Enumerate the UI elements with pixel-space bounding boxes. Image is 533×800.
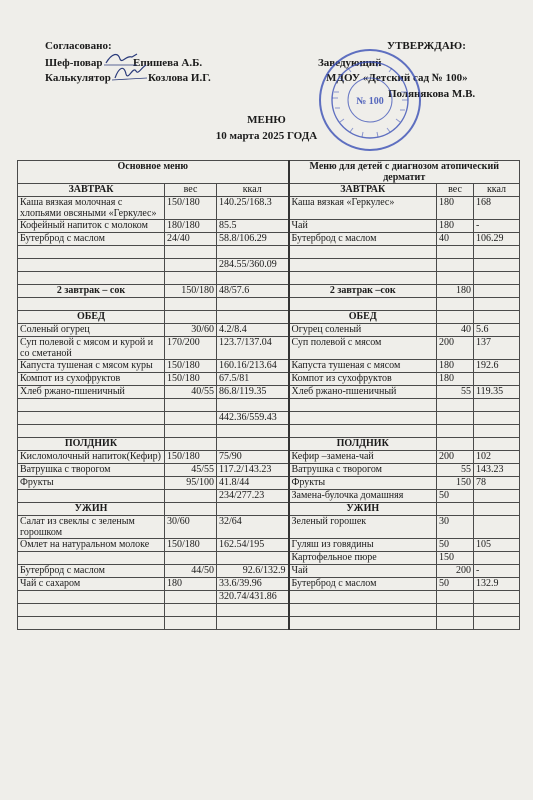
kcal-cell: 160.16/213.64	[217, 360, 289, 373]
weight-cell	[165, 591, 217, 604]
table-row	[18, 311, 520, 324]
diet-weight-cell: 150	[437, 477, 474, 490]
diet-dish-cell: ОБЕД	[289, 311, 437, 324]
diet-kcal-cell: ккал	[474, 184, 520, 197]
diet-dish-cell: ПОЛДНИК	[289, 438, 437, 451]
diet-kcal-cell	[474, 503, 520, 516]
weight-cell: 44/50	[165, 565, 217, 578]
weight-cell: 150/180	[165, 360, 217, 373]
dish-cell	[18, 412, 165, 425]
head-name: Полянякова М.В.	[388, 88, 476, 100]
diet-weight-cell	[437, 399, 474, 412]
weight-cell: 150/180	[165, 373, 217, 386]
diet-kcal-cell: -	[474, 565, 520, 578]
diet-weight-cell	[437, 604, 474, 617]
dish-cell: Салат из свеклы с зеленым горошком	[18, 516, 165, 539]
menu-table	[17, 160, 520, 630]
table-row	[18, 298, 520, 311]
kcal-cell	[217, 399, 289, 412]
kcal-cell	[217, 552, 289, 565]
diet-dish-cell	[289, 259, 437, 272]
kcal-cell: 117.2/143.23	[217, 464, 289, 477]
menu-date: 10 марта 2025 ГОДА	[215, 130, 318, 142]
diet-dish-cell: ЗАВТРАК	[289, 184, 437, 197]
kcal-cell: 75/90	[217, 451, 289, 464]
kcal-cell: 140.25/168.3	[217, 197, 289, 220]
weight-cell	[165, 503, 217, 516]
dish-cell: Компот из сухофруктов	[18, 373, 165, 386]
table-row	[18, 373, 520, 386]
diet-weight-cell	[437, 259, 474, 272]
head-title: Заведующий	[318, 57, 382, 69]
diet-weight-cell	[437, 272, 474, 285]
diet-dish-cell: Огурец соленый	[289, 324, 437, 337]
weight-cell	[165, 490, 217, 503]
diet-weight-cell: 50	[437, 490, 474, 503]
table-row	[18, 464, 520, 477]
diet-weight-cell: 180	[437, 197, 474, 220]
dish-cell: Кофейный напиток с молоком	[18, 220, 165, 233]
dish-cell: Бутерброд с маслом	[18, 233, 165, 246]
diet-dish-cell	[289, 246, 437, 259]
kcal-cell: 284.55/360.09	[217, 259, 289, 272]
dish-cell	[18, 272, 165, 285]
diet-weight-cell: 40	[437, 324, 474, 337]
kcal-cell	[217, 246, 289, 259]
weight-cell: 180/180	[165, 220, 217, 233]
diet-kcal-cell	[474, 438, 520, 451]
dish-cell	[18, 259, 165, 272]
weight-cell: 40/55	[165, 386, 217, 399]
diet-kcal-cell: 137	[474, 337, 520, 360]
diet-kcal-cell: 192.6	[474, 360, 520, 373]
stamp-number: № 100	[356, 96, 384, 107]
dish-cell: Чай с сахаром	[18, 578, 165, 591]
weight-cell	[165, 425, 217, 438]
weight-cell: 45/55	[165, 464, 217, 477]
table-row	[18, 552, 520, 565]
kcal-cell	[217, 503, 289, 516]
diet-kcal-cell	[474, 591, 520, 604]
weight-cell: 180	[165, 578, 217, 591]
diet-dish-cell: Бутерброд с маслом	[289, 578, 437, 591]
table-row	[18, 617, 520, 630]
dish-cell	[18, 552, 165, 565]
kcal-cell: 58.8/106.29	[217, 233, 289, 246]
diet-kcal-cell	[474, 617, 520, 630]
diet-weight-cell: 50	[437, 578, 474, 591]
diet-kcal-cell	[474, 373, 520, 386]
table-row	[18, 233, 520, 246]
diet-kcal-cell	[474, 425, 520, 438]
weight-cell: 170/200	[165, 337, 217, 360]
weight-cell	[165, 552, 217, 565]
table-row	[18, 604, 520, 617]
diet-weight-cell	[437, 591, 474, 604]
diet-dish-cell: Ватрушка с творогом	[289, 464, 437, 477]
diet-kcal-cell	[474, 516, 520, 539]
weight-cell	[165, 246, 217, 259]
diet-dish-cell: Суп полевой с мясом	[289, 337, 437, 360]
diet-kcal-cell	[474, 246, 520, 259]
calc-name: Козлова И.Г.	[148, 72, 211, 84]
diet-kcal-cell: -	[474, 220, 520, 233]
kcal-cell: 162.54/195	[217, 539, 289, 552]
diet-weight-cell: 200	[437, 451, 474, 464]
menu-title: МЕНЮ	[247, 114, 286, 126]
weight-cell: 30/60	[165, 516, 217, 539]
table-row	[18, 438, 520, 451]
diet-dish-cell: Чай	[289, 220, 437, 233]
weight-cell	[165, 617, 217, 630]
diet-weight-cell	[437, 503, 474, 516]
weight-cell	[165, 272, 217, 285]
weight-cell: 150/180	[165, 197, 217, 220]
diet-weight-cell: 150	[437, 552, 474, 565]
diet-dish-cell: 2 завтрак –сок	[289, 285, 437, 298]
dish-cell	[18, 246, 165, 259]
diet-kcal-cell	[474, 552, 520, 565]
weight-cell: 150/180	[165, 451, 217, 464]
table-row	[18, 477, 520, 490]
kcal-cell	[217, 438, 289, 451]
diet-dish-cell	[289, 591, 437, 604]
diet-dish-cell	[289, 617, 437, 630]
diet-weight-cell: 180	[437, 285, 474, 298]
kcal-cell: 67.5/81	[217, 373, 289, 386]
dish-cell: Капуста тушеная с мясом куры	[18, 360, 165, 373]
diet-kcal-cell	[474, 285, 520, 298]
diet-weight-cell: 50	[437, 539, 474, 552]
table-row	[18, 197, 520, 220]
kcal-cell: 33.6/39.96	[217, 578, 289, 591]
diet-kcal-cell: 102	[474, 451, 520, 464]
kcal-cell	[217, 425, 289, 438]
weight-cell: вес	[165, 184, 217, 197]
diet-kcal-cell: 78	[474, 477, 520, 490]
diet-dish-cell: Компот из сухофруктов	[289, 373, 437, 386]
diet-kcal-cell: 119.35	[474, 386, 520, 399]
diet-kcal-cell	[474, 604, 520, 617]
kcal-cell	[217, 311, 289, 324]
table-row	[18, 285, 520, 298]
diet-dish-cell: Картофельное пюре	[289, 552, 437, 565]
weight-cell	[165, 298, 217, 311]
agreed-label: Согласовано:	[45, 40, 112, 52]
dish-cell: Соленый огурец	[18, 324, 165, 337]
diet-weight-cell: 40	[437, 233, 474, 246]
dish-cell: Фрукты	[18, 477, 165, 490]
table-row	[18, 399, 520, 412]
diet-dish-cell	[289, 298, 437, 311]
diet-dish-cell: Бутерброд с маслом	[289, 233, 437, 246]
diet-dish-cell: Каша вязкая «Геркулес»	[289, 197, 437, 220]
dish-cell: Омлет на натуральном молоке	[18, 539, 165, 552]
weight-cell	[165, 259, 217, 272]
diet-kcal-cell: 143.23	[474, 464, 520, 477]
kcal-cell: 48/57.6	[217, 285, 289, 298]
diet-menu-header: Меню для детей с диагнозом атопический дерматит	[289, 161, 520, 184]
kcal-cell: 85.5	[217, 220, 289, 233]
diet-weight-cell	[437, 438, 474, 451]
table-row	[18, 565, 520, 578]
dish-cell: ПОЛДНИК	[18, 438, 165, 451]
dish-cell	[18, 298, 165, 311]
table-row	[18, 516, 520, 539]
weight-cell: 24/40	[165, 233, 217, 246]
diet-dish-cell	[289, 272, 437, 285]
table-row	[18, 246, 520, 259]
table-row	[18, 324, 520, 337]
dish-cell	[18, 591, 165, 604]
kcal-cell: 4.2/8.4	[217, 324, 289, 337]
weight-cell	[165, 438, 217, 451]
approve-label: УТВЕРЖДАЮ:	[387, 40, 466, 52]
diet-dish-cell	[289, 604, 437, 617]
weight-cell	[165, 311, 217, 324]
diet-kcal-cell	[474, 399, 520, 412]
weight-cell	[165, 604, 217, 617]
diet-dish-cell: Чай	[289, 565, 437, 578]
dish-cell: Ватрушка с творогом	[18, 464, 165, 477]
diet-dish-cell: УЖИН	[289, 503, 437, 516]
diet-dish-cell: Капуста тушеная с мясом	[289, 360, 437, 373]
table-row	[18, 412, 520, 425]
table-row	[18, 220, 520, 233]
dish-cell: Кисломолочный напиток(Кефир)	[18, 451, 165, 464]
diet-kcal-cell	[474, 272, 520, 285]
table-row	[18, 578, 520, 591]
weight-cell: 150/180	[165, 539, 217, 552]
table-row	[18, 490, 520, 503]
diet-kcal-cell	[474, 259, 520, 272]
dish-cell: ОБЕД	[18, 311, 165, 324]
kcal-cell: 86.8/119.35	[217, 386, 289, 399]
dish-cell: Хлеб ржано-пшеничный	[18, 386, 165, 399]
table-row	[18, 184, 520, 197]
kcal-cell: 32/64	[217, 516, 289, 539]
diet-weight-cell	[437, 425, 474, 438]
diet-kcal-cell: 132.9	[474, 578, 520, 591]
table-row	[18, 539, 520, 552]
diet-dish-cell: Гуляш из говядины	[289, 539, 437, 552]
diet-weight-cell	[437, 617, 474, 630]
kcal-cell: 92.6/132.9	[217, 565, 289, 578]
diet-kcal-cell	[474, 412, 520, 425]
diet-kcal-cell: 105	[474, 539, 520, 552]
diet-weight-cell: вес	[437, 184, 474, 197]
diet-dish-cell: Хлеб ржано-пшеничный	[289, 386, 437, 399]
diet-weight-cell: 180	[437, 373, 474, 386]
dish-cell: Суп полевой с мясом и курой и со сметаной	[18, 337, 165, 360]
weight-cell	[165, 412, 217, 425]
diet-weight-cell	[437, 311, 474, 324]
dish-cell	[18, 425, 165, 438]
diet-dish-cell: Зеленый горошек	[289, 516, 437, 539]
main-menu-header: Основное меню	[18, 161, 289, 184]
kcal-cell	[217, 298, 289, 311]
kcal-cell: 234/277.23	[217, 490, 289, 503]
diet-weight-cell	[437, 246, 474, 259]
table-row	[18, 591, 520, 604]
kcal-cell	[217, 272, 289, 285]
kcal-cell: 442.36/559.43	[217, 412, 289, 425]
dish-cell: ЗАВТРАК	[18, 184, 165, 197]
chef-name: Епишева А.Б.	[133, 57, 203, 69]
kcal-cell	[217, 604, 289, 617]
weight-cell: 95/100	[165, 477, 217, 490]
weight-cell: 150/180	[165, 285, 217, 298]
diet-weight-cell: 55	[437, 464, 474, 477]
dish-cell: Каша вязкая молочная с хлопьями овсяными «Геркулес»	[18, 197, 165, 220]
table-row	[18, 503, 520, 516]
table-row	[18, 337, 520, 360]
weight-cell	[165, 399, 217, 412]
diet-dish-cell	[289, 425, 437, 438]
chef-label: Шеф-повар	[45, 57, 103, 69]
dish-cell: 2 завтрак – сок	[18, 285, 165, 298]
dish-cell	[18, 399, 165, 412]
table-row	[18, 386, 520, 399]
diet-weight-cell: 180	[437, 360, 474, 373]
org-name: МДОУ «Детский сад № 100»	[326, 72, 468, 84]
diet-kcal-cell	[474, 490, 520, 503]
diet-kcal-cell	[474, 298, 520, 311]
table-row	[18, 272, 520, 285]
diet-kcal-cell: 168	[474, 197, 520, 220]
calc-signature	[112, 62, 148, 84]
kcal-cell	[217, 617, 289, 630]
dish-cell	[18, 604, 165, 617]
diet-weight-cell: 200	[437, 565, 474, 578]
kcal-cell: ккал	[217, 184, 289, 197]
diet-weight-cell	[437, 298, 474, 311]
diet-weight-cell: 200	[437, 337, 474, 360]
diet-kcal-cell: 5.6	[474, 324, 520, 337]
kcal-cell: 123.7/137.04	[217, 337, 289, 360]
dish-cell: УЖИН	[18, 503, 165, 516]
dish-cell: Бутерброд с маслом	[18, 565, 165, 578]
diet-dish-cell: Фрукты	[289, 477, 437, 490]
dish-cell	[18, 617, 165, 630]
diet-dish-cell: Кефир –замена-чай	[289, 451, 437, 464]
diet-weight-cell	[437, 412, 474, 425]
diet-kcal-cell: 106.29	[474, 233, 520, 246]
table-row	[18, 259, 520, 272]
table-row	[18, 451, 520, 464]
dish-cell	[18, 490, 165, 503]
diet-dish-cell: Замена-булочка домашняя	[289, 490, 437, 503]
diet-weight-cell: 180	[437, 220, 474, 233]
table-row	[18, 360, 520, 373]
table-row	[18, 425, 520, 438]
diet-weight-cell: 30	[437, 516, 474, 539]
diet-dish-cell	[289, 399, 437, 412]
diet-dish-cell	[289, 412, 437, 425]
diet-kcal-cell	[474, 311, 520, 324]
kcal-cell: 320.74/431.86	[217, 591, 289, 604]
weight-cell: 30/60	[165, 324, 217, 337]
kcal-cell: 41.8/44	[217, 477, 289, 490]
diet-weight-cell: 55	[437, 386, 474, 399]
calc-label: Калькулятор	[45, 72, 111, 84]
